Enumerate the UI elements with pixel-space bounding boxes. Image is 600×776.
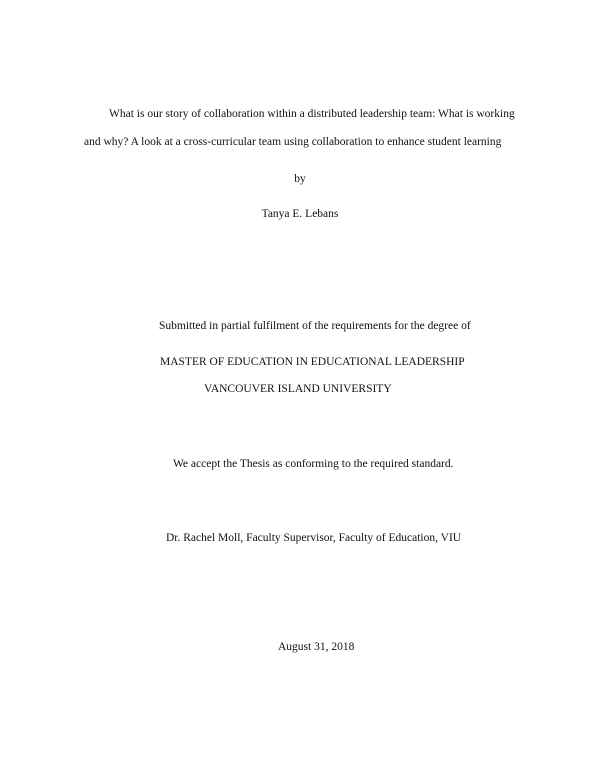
submission-date: August 31, 2018 xyxy=(278,641,355,653)
thesis-title-line-2: and why? A look at a cross-curricular team using collaboration to enhance student learning xyxy=(84,136,502,148)
supervisor-line: Dr. Rachel Moll, Faculty Supervisor, Faculty of Education, VIU xyxy=(166,532,462,544)
acceptance-statement: We accept the Thesis as conforming to the required standard. xyxy=(173,458,454,470)
submission-statement: Submitted in partial fulfilment of the requirements for the degree of xyxy=(159,320,471,332)
by-label: by xyxy=(294,173,306,185)
university-name: VANCOUVER ISLAND UNIVERSITY xyxy=(204,383,392,395)
author-name: Tanya E. Lebans xyxy=(261,208,339,220)
degree-name: MASTER OF EDUCATION IN EDUCATIONAL LEADERSHIP xyxy=(160,356,465,368)
thesis-title-line-1: What is our story of collaboration within a distributed leadership team: What is working xyxy=(109,108,515,120)
